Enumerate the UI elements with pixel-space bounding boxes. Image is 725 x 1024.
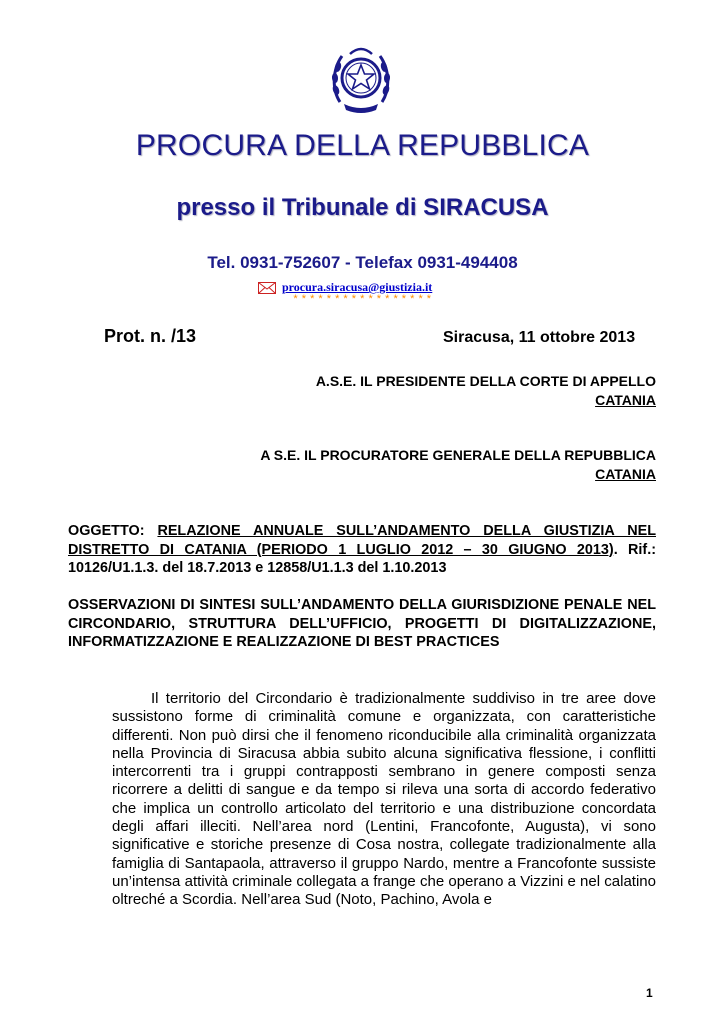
- document-date: Siracusa, 11 ottobre 2013: [443, 329, 636, 346]
- phone-numbers: Tel. 0931-752607 - Telefax 0931-494408: [207, 253, 518, 272]
- office-subtitle: presso il Tribunale di SIRACUSA: [176, 194, 549, 221]
- subject-label: OGGETTO:: [68, 523, 158, 539]
- addressee-line: A.S.E. IL PRESIDENTE DELLA CORTE DI APPELLO: [315, 373, 656, 389]
- addressee-city: CATANIA: [595, 466, 656, 482]
- email-link[interactable]: procura.siracusa@giustizia.it: [282, 280, 433, 294]
- observations-heading: OSSERVAZIONI DI SINTESI SULL’ANDAMENTO DELLA GIURISDIZIONE PENALE NEL CIRCONDARIO, STRUTTURA DELL’UFFICIO, PROGETTI DI DIGITALIZZAZIONE, INFORMATIZZAZIONE E REALIZZAZIONE DI BEST PRACTICES: [68, 597, 656, 650]
- subject-reference: . Rif.: 10126/U1.1.3. del 18.7.2013 e 12858/U1.1.3 del 1.10.2013: [68, 541, 656, 576]
- addressee-president: [316, 372, 656, 410]
- italian-republic-emblem-icon: [330, 40, 392, 116]
- page-number: 1: [646, 986, 653, 1000]
- decorative-stars: * * * * * * * * * * * * * * * * *: [293, 293, 432, 305]
- addressee-city: CATANIA: [595, 392, 656, 408]
- subject-block: [68, 522, 656, 578]
- addressee-line: A S.E. IL PROCURATORE GENERALE DELLA REPUBBLICA: [260, 447, 656, 463]
- office-title: PROCURA DELLA REPUBBLICA: [135, 129, 590, 162]
- envelope-icon: [258, 282, 276, 294]
- subject-text: RELAZIONE ANNUALE SULL’ANDAMENTO DELLA GIUSTIZIA NEL DISTRETTO DI CATANIA (PERIODO 1 LUGLIO 2012 – 30 GIUGNO 2013): [68, 523, 656, 558]
- body-paragraph: Il territorio del Circondario è tradizionalmente suddiviso in tre aree dove sussistono forme di criminalità comune e organizzata, con caratteristiche differenti. Non può dirsi che il fenomeno riconducibile alla criminalità organizzata nella Provincia di Siracusa abbia subito alcuna significativa flessione, i conflitti intercorrenti tra i gruppi contrapposti sembrano in genere composti senza ricorrere a delitti di sangue e da tempo si rileva una sorta di accordo federativo che implica un controllo articolato del territorio e una distribuzione concordata degli affari illeciti. Nell’area nord (Lentini, Francofonte, Augusta), vi sono significative e storiche presenze di Cosa nostra, collegate tradizionalmente alla famiglia di Santapaola, attraverso il gruppo Nardo, mentre a Francofonte sussiste un’intensa attività criminale collegata a frange che operano a Vizzini e nel calatino oltreché a Scordia. Nell’area Sud (Noto, Pachino, Avola e: [112, 690, 656, 909]
- protocol-number: Prot. n. /13: [104, 326, 197, 346]
- addressee-procurator: [260, 446, 656, 484]
